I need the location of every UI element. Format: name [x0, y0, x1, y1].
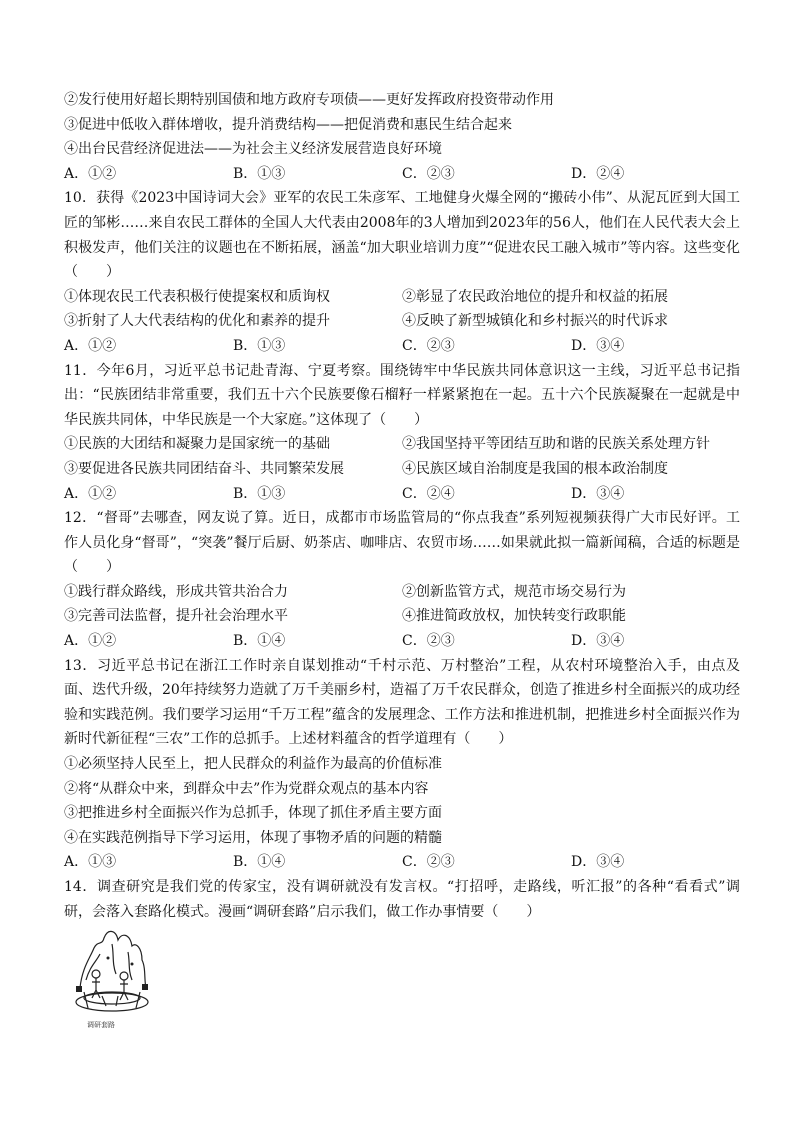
q10-item-4: ④反映了新型城镇化和乡村振兴的时代诉求: [402, 313, 668, 330]
q13-option-a[interactable]: A．①③: [64, 854, 117, 871]
q12-items-row2: [64, 604, 740, 629]
q13-item-1: ①必须坚持人民至上，把人民群众的利益作为最高的价值标准: [64, 756, 442, 773]
q11-items-row1: [64, 432, 740, 457]
q13-option-c[interactable]: C．②③: [402, 854, 455, 871]
q12-item-1: ①践行群众路线，形成共管共治合力: [64, 583, 288, 600]
q13-option-d[interactable]: D．③④: [571, 854, 625, 871]
q13-option-b[interactable]: B．①④: [233, 854, 286, 871]
exam-page: [64, 88, 740, 924]
q14-stem: 14．调查研究是我们党的传家宝，没有调研就没有发言权。“打招呼，走路线，听汇报”的各种“看看式”调研，会落入套路化模式。漫画“调研套路”启示我们，做工作办事情要（ ）: [64, 879, 740, 920]
q11-options: [64, 482, 740, 507]
q9-items: [64, 88, 740, 162]
q9-option-a[interactable]: A．①②: [64, 165, 117, 182]
q11-items-row2: [64, 457, 740, 482]
q10-stem: 10．获得《2023中国诗词大会》亚军的农民工朱彦军、工地健身火爆全网的“搬砖小伟”、从泥瓦匠到大国工匠的邹彬……来自农民工群体的全国人大代表由2008年的3人增加到2023年的56人，他们在人民代表大会上积极发声，他们关注的议题也在不断拓展，涵盖“加大职业培训力度”“促进农民工融入城市”等内容。这些变化（ ）: [64, 190, 740, 281]
q12-option-b[interactable]: B．①④: [233, 633, 286, 650]
q10-options: [64, 334, 740, 359]
q13-stem: 13．习近平总书记在浙江工作时亲自谋划推动“千村示范、万村整治”工程，从农村环境整治入手，由点及面、迭代升级，20年持续努力造就了万千美丽乡村，造福了万千农民群众，创造了推进乡村全面振兴的成功经验和实践范例。我们要学习运用“千万工程”蕴含的发展理念、工作方法和推进机制，把推进乡村全面振兴作为新时代新征程“三农”工作的总抓手。上述材料蕴含的哲学道理有（ ）: [64, 657, 740, 748]
research-routine-cartoon: [72, 918, 154, 1018]
q10-item-3: ③折射了人大代表结构的优化和素养的提升: [64, 313, 330, 330]
q12-stem: 12．“督哥”去哪查，网友说了算。近日，成都市市场监管局的“你点我查”系列短视频获得广大市民好评。工作人员化身“督哥”，“突袭”餐厅后厨、奶茶店、咖啡店、农贸市场……如果就此拟一篇新闻稿，合适的标题是（ ）: [64, 510, 740, 576]
q10-option-b[interactable]: B．①③: [233, 337, 286, 354]
q9-item-4: ④出台民营经济促进法——为社会主义经济发展营造良好环境: [64, 141, 442, 158]
q10-item-2: ②彰显了农民政治地位的提升和权益的拓展: [402, 288, 668, 305]
q11-item-1: ①民族的大团结和凝聚力是国家统一的基础: [64, 436, 330, 453]
q11-option-a[interactable]: A．①②: [64, 485, 117, 502]
q13-item-4: ④在实践范例指导下学习运用，体现了事物矛盾的问题的精髓: [64, 829, 442, 846]
q13-item-3: ③把推进乡村全面振兴作为总抓手，体现了抓住矛盾主要方面: [64, 805, 442, 822]
q11-item-3: ③要促进各民族共同团结奋斗、共同繁荣发展: [64, 460, 344, 477]
q12-option-d[interactable]: D．③④: [571, 633, 625, 650]
q10-item-1: ①体现农民工代表积极行使提案权和质询权: [64, 288, 330, 305]
q9-item-3: ③促进中低收入群体增收，提升消费结构——把促消费和惠民生结合起来: [64, 116, 512, 133]
cartoon-caption: 调研套路: [87, 1021, 115, 1029]
q9-options: [64, 162, 740, 187]
q11-option-d[interactable]: D．③④: [571, 485, 625, 502]
q10-items-row2: [64, 309, 740, 334]
q13-options: [64, 850, 740, 875]
q9-item-2: ②发行使用好超长期特别国债和地方政府专项债——更好发挥政府投资带动作用: [64, 92, 554, 108]
q9-option-d[interactable]: D．②④: [571, 165, 625, 182]
q10-option-c[interactable]: C．②③: [402, 337, 455, 354]
q12-option-c[interactable]: C．②③: [402, 633, 455, 650]
q12-options: [64, 629, 740, 654]
q12-items-row1: [64, 580, 740, 605]
q11-option-c[interactable]: C．②④: [402, 485, 455, 502]
q12-option-a[interactable]: A．①②: [64, 633, 117, 650]
q11-option-b[interactable]: B．①③: [233, 485, 286, 502]
q11-stem: 11．今年6月，习近平总书记赴青海、宁夏考察。围绕铸牢中华民族共同体意识这一主线，习近平总书记指出：“民族团结非常重要，我们五十六个民族要像石榴籽一样紧紧抱在一起。五十六个民族凝聚在一起就是中华民族共同体，中华民族是一个大家庭。”这体现了（ ）: [64, 362, 740, 428]
q10-option-a[interactable]: A．①②: [64, 337, 117, 354]
q13-item-2: ②将“从群众中来，到群众中去”作为党群众观点的基本内容: [64, 780, 429, 797]
q12-item-3: ③完善司法监督，提升社会治理水平: [64, 608, 288, 625]
q10-items-row1: [64, 285, 740, 310]
q11-item-4: ④民族区域自治制度是我国的根本政治制度: [402, 460, 668, 477]
q11-item-2: ②我国坚持平等团结互助和谐的民族关系处理方针: [402, 436, 710, 453]
q12-item-4: ④推进简政放权，加快转变行政职能: [402, 608, 626, 625]
q10-option-d[interactable]: D．③④: [571, 337, 625, 354]
q12-item-2: ②创新监管方式，规范市场交易行为: [402, 583, 626, 600]
q9-option-b[interactable]: B．①③: [233, 165, 286, 182]
q9-option-c[interactable]: C．②③: [402, 165, 455, 182]
